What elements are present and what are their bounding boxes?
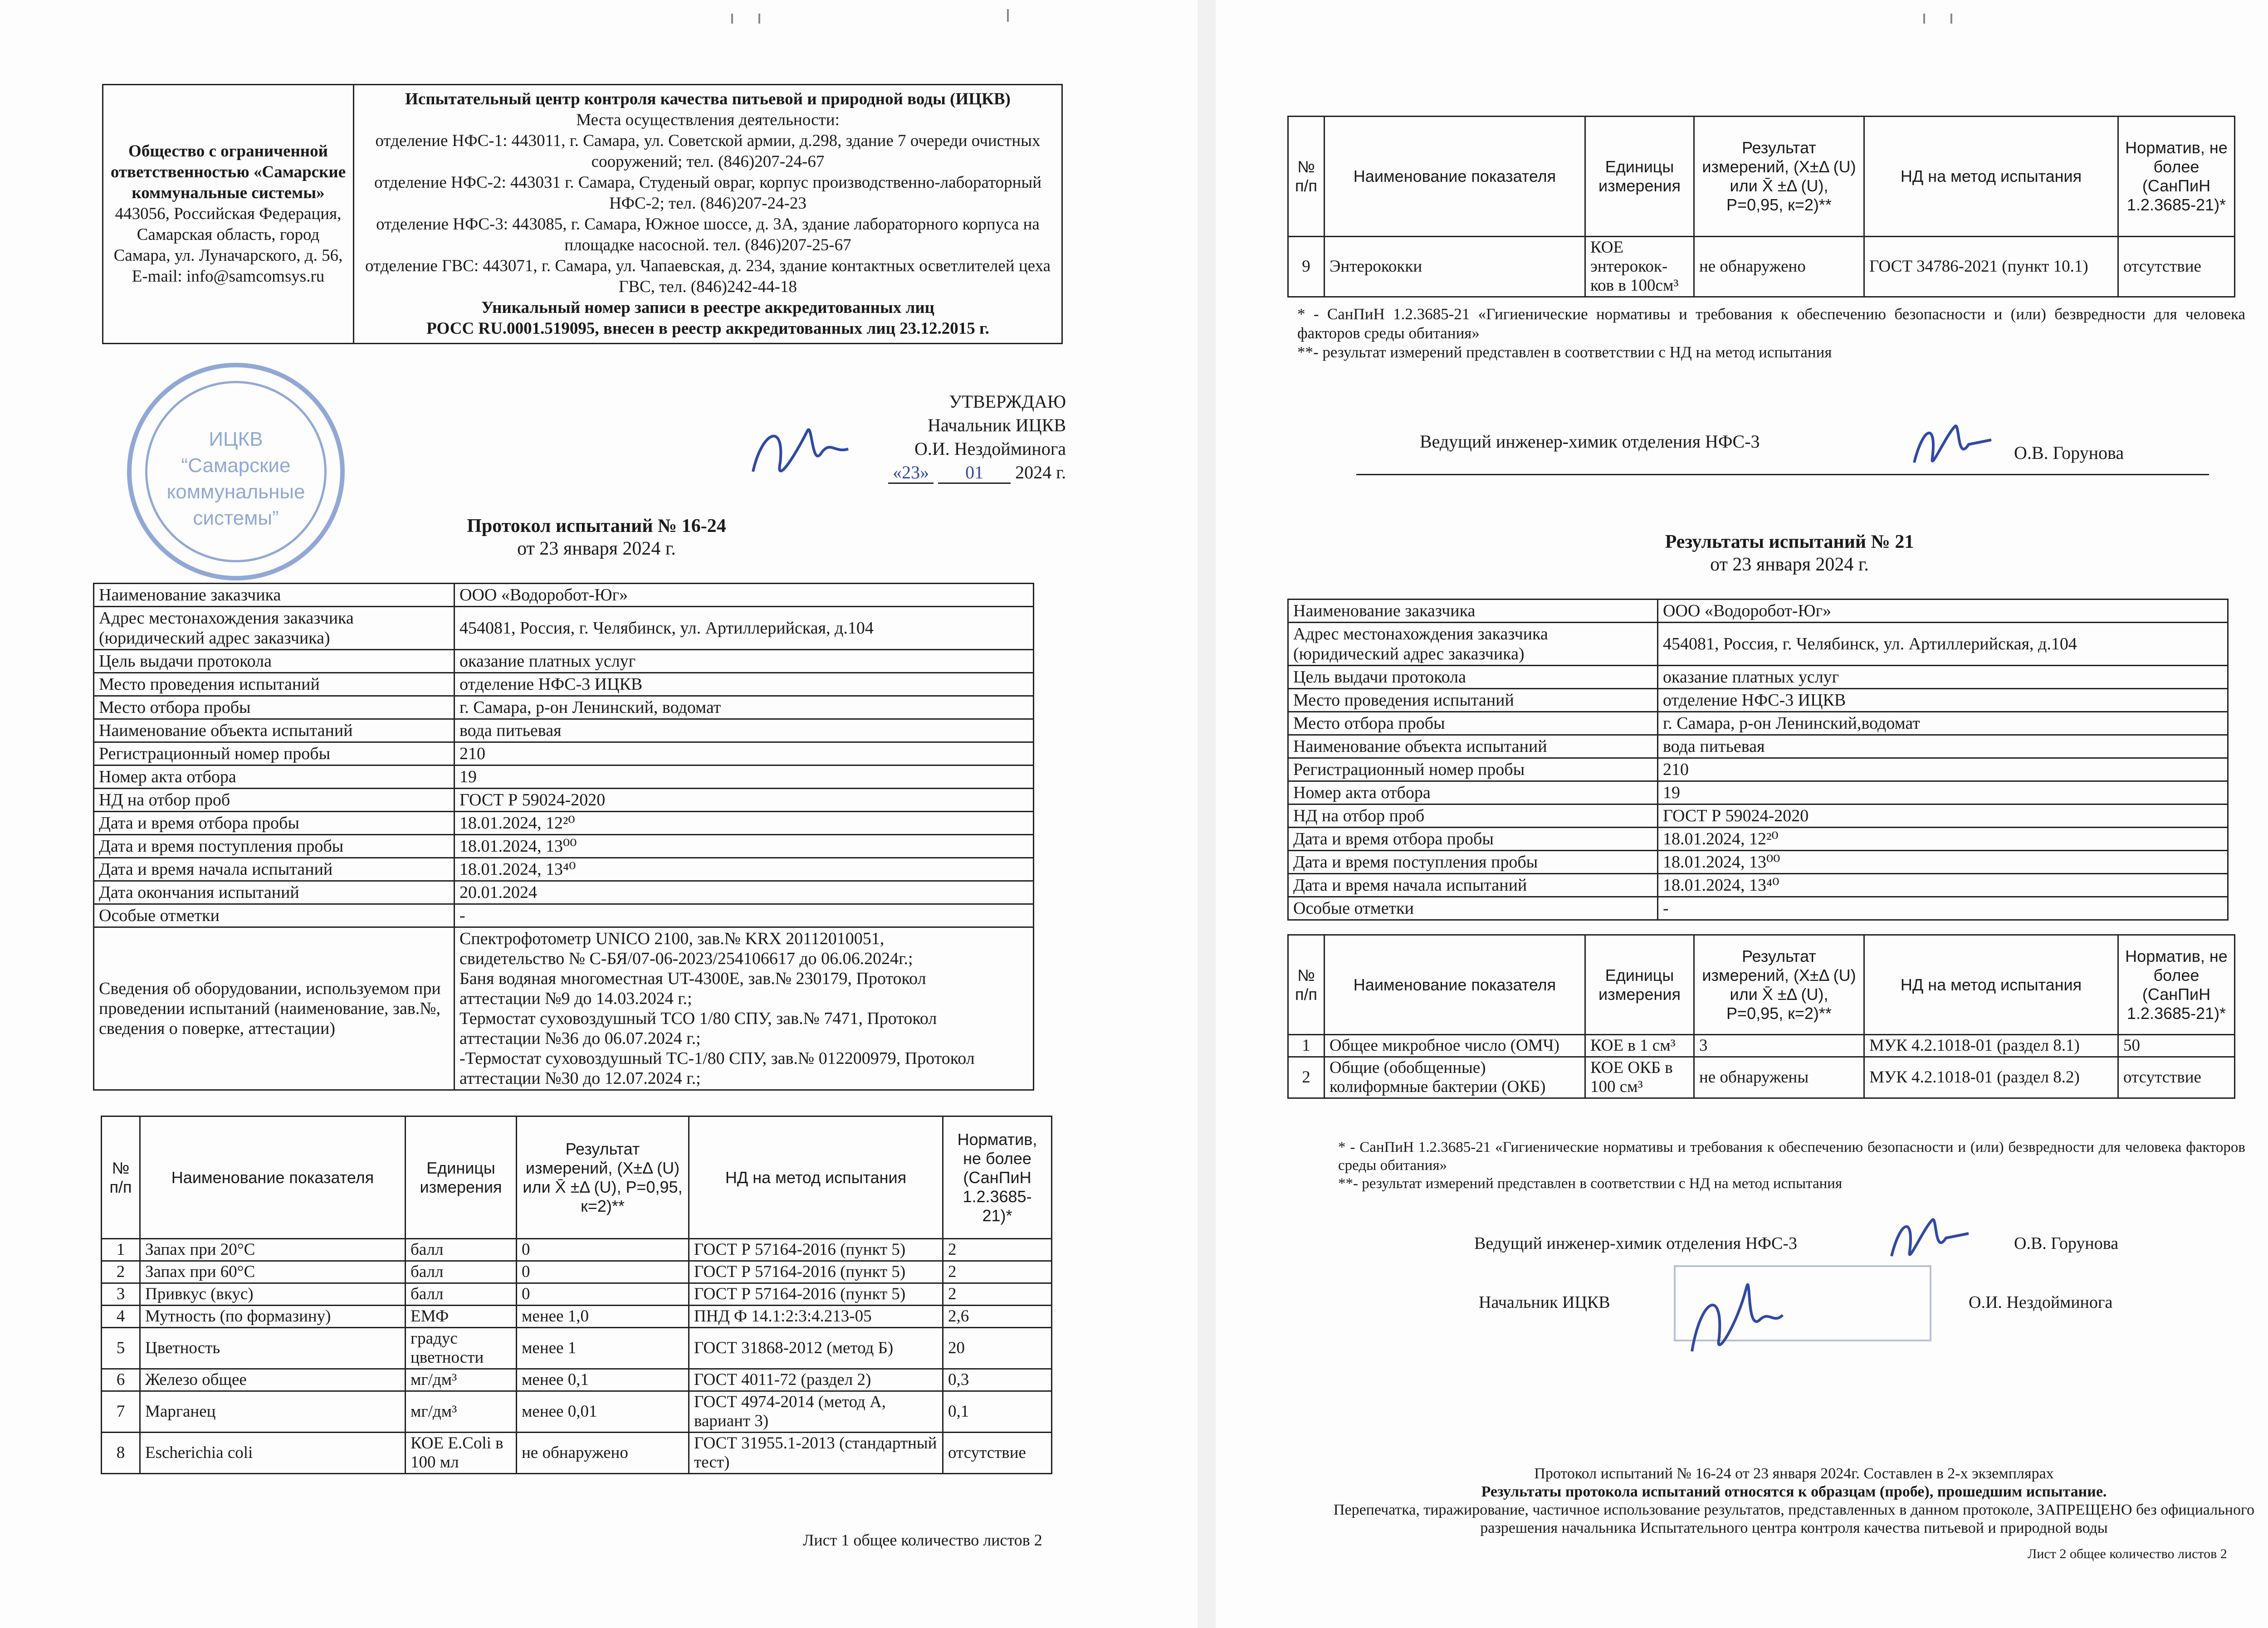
info-value: ГОСТ Р 59024-2020 bbox=[1658, 804, 2228, 828]
indicator-name: Привкус (вкус) bbox=[140, 1283, 406, 1306]
indicator-name: Цветность bbox=[140, 1328, 406, 1369]
info-row bbox=[1288, 666, 2228, 689]
notes-bottom bbox=[1338, 1138, 2245, 1193]
norm: отсутствие bbox=[2118, 237, 2235, 297]
equipment-line: свидетельство № С-БЯ/07-06-2023/254106617 до 06.06.2024г.; bbox=[459, 949, 913, 968]
info-row bbox=[1288, 735, 2228, 758]
row-num: 5 bbox=[102, 1328, 140, 1369]
info-row bbox=[94, 673, 1034, 696]
method: ГОСТ 31868-2012 (метод Б) bbox=[689, 1328, 943, 1369]
scan-mark bbox=[758, 14, 760, 24]
org-email: E-mail: info@samcomsys.ru bbox=[132, 267, 325, 286]
method: ГОСТ Р 57164-2016 (пункт 5) bbox=[689, 1261, 943, 1283]
row-num: 2 bbox=[102, 1261, 140, 1283]
method: ГОСТ 34786-2021 (пункт 10.1) bbox=[1864, 237, 2118, 297]
right-info-table bbox=[1287, 599, 2229, 921]
result-row bbox=[102, 1391, 1052, 1433]
engineer-name-top: О.В. Горунова bbox=[2014, 443, 2124, 463]
row-num: 7 bbox=[102, 1391, 140, 1433]
units: градус цветности bbox=[406, 1328, 517, 1369]
units: КОЕ E.Coli в 100 мл bbox=[406, 1433, 517, 1474]
approve-label: УТВЕРЖДАЮ bbox=[949, 391, 1066, 412]
info-value: 18.01.2024, 12²⁰ bbox=[1658, 828, 2228, 851]
doc-footer bbox=[1320, 1465, 2268, 1537]
result-row bbox=[102, 1328, 1052, 1369]
result-value: 0 bbox=[517, 1261, 689, 1283]
indicator-name: Общие (обобщенные) колиформные бактерии (ОКБ) bbox=[1325, 1057, 1585, 1098]
norm: отсутствие bbox=[2118, 1057, 2235, 1098]
info-label: Наименование объекта испытаний bbox=[94, 719, 455, 742]
row-num: 4 bbox=[102, 1306, 140, 1328]
info-row bbox=[1288, 804, 2228, 828]
info-row bbox=[94, 812, 1034, 835]
units: балл bbox=[406, 1261, 517, 1283]
info-value: оказание платных услуг bbox=[455, 650, 1034, 673]
norm: 2,6 bbox=[943, 1306, 1052, 1328]
info-label: Дата и время поступления пробы bbox=[94, 835, 455, 858]
info-row bbox=[94, 765, 1034, 789]
units: мг/дм³ bbox=[406, 1369, 517, 1391]
page-gutter bbox=[1198, 0, 1216, 1628]
info-label: Регистрационный номер пробы bbox=[94, 742, 455, 765]
method: ГОСТ 4974-2014 (метод А, вариант 3) bbox=[689, 1391, 943, 1433]
col-num: № п/п bbox=[102, 1116, 140, 1239]
places-title: Места осуществления деятельности: bbox=[576, 111, 840, 129]
info-label: Особые отметки bbox=[94, 904, 455, 927]
engineer-signature-bottom bbox=[1882, 1202, 1973, 1270]
info-value: ООО «Водоробот-Юг» bbox=[1658, 600, 2228, 623]
info-label: Особые отметки bbox=[1288, 897, 1658, 920]
info-value: 18.01.2024, 13⁴⁰ bbox=[1658, 874, 2228, 897]
engineer-signature-top bbox=[1905, 408, 1996, 476]
info-label: Цель выдачи протокола bbox=[1288, 666, 1658, 689]
row-num: 1 bbox=[1288, 1035, 1325, 1057]
info-row bbox=[1288, 897, 2228, 920]
norm: отсутствие bbox=[943, 1433, 1052, 1474]
equipment-line: Термостат суховоздушный ТСО 1/80 СПУ, зав.№ 7471, Протокол bbox=[459, 1009, 937, 1028]
note-sanpin: * - СанПиН 1.2.3685-21 «Гигиенические нормативы и требования к обеспечению безопасности и (или) безвредности для человека факторов среды обитания» bbox=[1297, 305, 2245, 342]
note-result: **- результат измерений представлен в соответствии с НД на метод испытания bbox=[1297, 343, 1832, 361]
method: ПНД Ф 14.1:2:3:4.213-05 bbox=[689, 1306, 943, 1328]
info-label: Наименование заказчика bbox=[1288, 600, 1658, 623]
col-units: Единицы измерения bbox=[406, 1116, 517, 1239]
info-value: 20.01.2024 bbox=[455, 881, 1034, 904]
units: мг/дм³ bbox=[406, 1391, 517, 1433]
info-row bbox=[1288, 689, 2228, 712]
scan-mark bbox=[731, 14, 733, 24]
row-num: 3 bbox=[102, 1283, 140, 1306]
units: КОЕ энтерокок-ков в 100см³ bbox=[1585, 237, 1694, 297]
result-row bbox=[102, 1261, 1052, 1283]
info-row bbox=[1288, 600, 2228, 623]
row-num: 2 bbox=[1288, 1057, 1325, 1098]
dept-3: отделение НФС-3: 443085, г. Самара, Южное шоссе, д. 3А, здание лабораторного корпуса на площадке насосной. тел. (846)207-25-67 bbox=[376, 215, 1040, 254]
norm: 0,3 bbox=[943, 1369, 1052, 1391]
info-value: 19 bbox=[455, 765, 1034, 789]
result-value: не обнаружено bbox=[1694, 237, 1864, 297]
info-row bbox=[94, 607, 1034, 650]
result-value: 0 bbox=[517, 1239, 689, 1261]
info-row bbox=[1288, 851, 2228, 874]
indicator-name: Энтерококки bbox=[1325, 237, 1585, 297]
equipment-row bbox=[94, 927, 1034, 1090]
approve-year: 2024 г. bbox=[1015, 462, 1066, 483]
info-value: г. Самара, р-он Ленинский,водомат bbox=[1658, 712, 2228, 735]
result-row bbox=[1288, 1035, 2235, 1057]
info-label: Адрес местонахождения заказчика (юридический адрес заказчика) bbox=[94, 607, 455, 650]
result-row bbox=[102, 1369, 1052, 1391]
result-row bbox=[102, 1283, 1052, 1306]
indicator-name: Запах при 20°С bbox=[140, 1239, 406, 1261]
left-info-table bbox=[93, 583, 1034, 1091]
equipment-line: аттестации №30 до 12.07.2024 г.; bbox=[459, 1069, 701, 1088]
result-value: не обнаружено bbox=[517, 1433, 689, 1474]
info-value: 19 bbox=[1658, 781, 2228, 804]
info-row bbox=[94, 789, 1034, 812]
info-value: 18.01.2024, 13⁰⁰ bbox=[455, 835, 1034, 858]
dept-4: отделение ГВС: 443071, г. Самара, ул. Чапаевская, д. 234, здание контактных осветлителей цеха ГВС, тел. (846)242-44-18 bbox=[365, 257, 1051, 296]
info-row bbox=[94, 584, 1034, 607]
org-address: 443056, Российская Федерация, Самарская область, город Самара, ул. Луначарского, д. 56, bbox=[113, 205, 343, 265]
center-title: Испытательный центр контроля качества питьевой и природной воды (ИЦКВ) bbox=[405, 90, 1011, 108]
approve-name: О.И. Нездойминога bbox=[914, 439, 1066, 459]
indicator-name: Запах при 60°С bbox=[140, 1261, 406, 1283]
approve-month: 01 bbox=[938, 462, 1011, 484]
sheet-footer-left: Лист 1 общее количество листов 2 bbox=[803, 1531, 1042, 1549]
signature-divider bbox=[1356, 474, 2209, 475]
info-label: Место отбора пробы bbox=[1288, 712, 1658, 735]
accreditation-line-1: Уникальный номер записи в реестре аккредитованных лиц bbox=[481, 298, 935, 317]
equipment-value bbox=[455, 927, 1034, 1090]
scan-mark bbox=[1923, 14, 1925, 24]
results-title: Результаты испытаний № 21 bbox=[1665, 531, 1914, 552]
info-label: Номер акта отбора bbox=[94, 765, 455, 789]
indicator-name: Мутность (по формазину) bbox=[140, 1306, 406, 1328]
info-label: Наименование заказчика bbox=[94, 584, 455, 607]
info-value: ГОСТ Р 59024-2020 bbox=[455, 789, 1034, 812]
norm: 50 bbox=[2118, 1035, 2235, 1057]
col-num: № п/п bbox=[1288, 935, 1325, 1035]
info-row bbox=[1288, 781, 2228, 804]
info-row bbox=[94, 835, 1034, 858]
method: ГОСТ Р 57164-2016 (пункт 5) bbox=[689, 1239, 943, 1261]
info-row bbox=[1288, 874, 2228, 897]
info-value: вода питьевая bbox=[1658, 735, 2228, 758]
info-label: НД на отбор проб bbox=[94, 789, 455, 812]
row-num: 1 bbox=[102, 1239, 140, 1261]
org-header-table bbox=[102, 84, 1063, 344]
col-norm: Норматив, не более (СанПиН 1.2.3685-21)* bbox=[2118, 117, 2235, 237]
col-norm: Норматив, не более (СанПиН 1.2.3685-21)* bbox=[2118, 935, 2235, 1035]
col-name: Наименование показателя bbox=[1325, 117, 1585, 237]
info-label: Номер акта отбора bbox=[1288, 781, 1658, 804]
col-method: НД на метод испытания bbox=[689, 1116, 943, 1239]
info-row bbox=[1288, 712, 2228, 735]
info-label: Место проведения испытаний bbox=[94, 673, 455, 696]
left-results-table bbox=[101, 1116, 1052, 1474]
info-value: 210 bbox=[455, 742, 1034, 765]
scan-mark bbox=[1950, 14, 1952, 24]
info-value: отделение НФС-3 ИЦКВ bbox=[455, 673, 1034, 696]
protocol-title-block bbox=[272, 515, 921, 560]
results-date: от 23 января 2024 г. bbox=[1710, 554, 1869, 575]
col-num: № п/п bbox=[1288, 117, 1325, 237]
method: ГОСТ Р 57164-2016 (пункт 5) bbox=[689, 1283, 943, 1306]
row-num: 9 bbox=[1288, 237, 1325, 297]
info-row bbox=[94, 650, 1034, 673]
indicator-name: Марганец bbox=[140, 1391, 406, 1433]
right-continuation-table bbox=[1287, 116, 2235, 297]
units: балл bbox=[406, 1239, 517, 1261]
info-row bbox=[1288, 623, 2228, 666]
info-label: Адрес местонахождения заказчика (юридический адрес заказчика) bbox=[1288, 623, 1658, 666]
info-row bbox=[94, 719, 1034, 742]
head-name: О.И. Нездойминога bbox=[1969, 1293, 2113, 1312]
info-row bbox=[94, 904, 1034, 927]
engineer-role-top: Ведущий инженер-химик отделения НФС-3 bbox=[1420, 431, 1760, 452]
info-value: отделение НФС-3 ИЦКВ bbox=[1658, 689, 2228, 712]
indicator-name: Железо общее bbox=[140, 1369, 406, 1391]
note-sanpin-2: * - СанПиН 1.2.3685-21 «Гигиенические нормативы и требования к обеспечению безопасности и (или) безвредности для человека факторов среды обитания» bbox=[1338, 1139, 2245, 1174]
method: ГОСТ 31955.1-2013 (стандартный тест) bbox=[689, 1433, 943, 1474]
info-label: Место проведения испытаний bbox=[1288, 689, 1658, 712]
info-label: Дата окончания испытаний bbox=[94, 881, 455, 904]
units: ЕМФ bbox=[406, 1306, 517, 1328]
dept-2: отделение НФС-2: 443031 г. Самара, Студеный овраг, корпус производственно-лабораторный НФС-2; тел. (846)207-24-23 bbox=[374, 173, 1042, 213]
norm: 20 bbox=[943, 1328, 1052, 1369]
left-results-header bbox=[102, 1116, 1052, 1239]
col-result: Результат измерений, (X±Δ (U) или X̄ ±Δ (U), P=0,95, к=2)** bbox=[1694, 935, 1864, 1035]
info-value: ООО «Водоробот-Юг» bbox=[455, 584, 1034, 607]
col-name: Наименование показателя bbox=[140, 1116, 406, 1239]
approve-signature bbox=[744, 404, 871, 494]
info-value: вода питьевая bbox=[455, 719, 1034, 742]
info-row bbox=[1288, 758, 2228, 781]
info-row bbox=[94, 696, 1034, 719]
head-signature bbox=[1678, 1261, 1787, 1365]
notes-top bbox=[1297, 305, 2245, 362]
approve-day: «23» bbox=[888, 462, 934, 484]
note-result-2: **- результат измерений представлен в соответствии с НД на метод испытания bbox=[1338, 1175, 1843, 1192]
info-row bbox=[1288, 828, 2228, 851]
info-label: Наименование объекта испытаний bbox=[1288, 735, 1658, 758]
norm: 2 bbox=[943, 1261, 1052, 1283]
dept-1: отделение НФС-1: 443011, г. Самара, ул. Советской армии, д.298, здание 7 очереди очистных сооружений; тел. (846)207-24-67 bbox=[375, 132, 1041, 171]
footer-line-3: Перепечатка, тиражирование, частичное использование результатов, представленных в данном протоколе, ЗАПРЕЩЕНО без официального разрешения начальника Испытательного центра контроля качества питьевой и природной воды bbox=[1333, 1501, 2255, 1536]
org-cell bbox=[103, 85, 354, 344]
result-value: менее 0,1 bbox=[517, 1369, 689, 1391]
result-value: 0 bbox=[517, 1283, 689, 1306]
units: КОЕ в 1 см³ bbox=[1585, 1035, 1694, 1057]
info-value: 210 bbox=[1658, 758, 2228, 781]
info-label: НД на отбор проб bbox=[1288, 804, 1658, 828]
center-cell bbox=[354, 85, 1062, 344]
equipment-line: Баня водяная многоместная UT-4300E, зав.№ 230179, Протокол bbox=[459, 969, 926, 988]
info-row bbox=[94, 881, 1034, 904]
right-top-header bbox=[1288, 117, 2235, 237]
result-value: 3 bbox=[1694, 1035, 1864, 1057]
info-label: Дата и время отбора пробы bbox=[94, 812, 455, 835]
protocol-title: Протокол испытаний № 16-24 bbox=[467, 516, 726, 536]
equipment-line: -Термостат суховоздушный ТС-1/80 СПУ, зав.№ 012200979, Протокол bbox=[459, 1049, 975, 1068]
col-result: Результат измерений, (X±Δ (U) или X̄ ±Δ (U), P=0,95, к=2)** bbox=[1694, 117, 1864, 237]
result-row bbox=[1288, 1057, 2235, 1098]
info-label: Дата и время начала испытаний bbox=[1288, 874, 1658, 897]
equipment-line: аттестации №9 до 14.03.2024 г.; bbox=[459, 989, 692, 1008]
norm: 2 bbox=[943, 1239, 1052, 1261]
norm: 2 bbox=[943, 1283, 1052, 1306]
result-row bbox=[1288, 237, 2235, 297]
right-micro-header bbox=[1288, 935, 2235, 1035]
info-value: 454081, Россия, г. Челябинск, ул. Артиллерийская, д.104 bbox=[455, 607, 1034, 650]
engineer-role-bottom: Ведущий инженер-химик отделения НФС-3 bbox=[1474, 1234, 1798, 1253]
info-label: Регистрационный номер пробы bbox=[1288, 758, 1658, 781]
units: КОЕ ОКБ в 100 см³ bbox=[1585, 1057, 1694, 1098]
info-value: 18.01.2024, 13⁰⁰ bbox=[1658, 851, 2228, 874]
info-value: - bbox=[1658, 897, 2228, 920]
indicator-name: Общее микробное число (ОМЧ) bbox=[1325, 1035, 1585, 1057]
equipment-line: аттестации №36 до 06.07.2024 г.; bbox=[459, 1029, 701, 1048]
stamp-text: ИЦКВ “Самарские коммунальные системы” bbox=[166, 428, 305, 529]
approve-role: Начальник ИЦКВ bbox=[928, 415, 1066, 435]
info-row bbox=[94, 742, 1034, 765]
indicator-name: Escherichia coli bbox=[140, 1433, 406, 1474]
info-value: 18.01.2024, 12²⁰ bbox=[455, 812, 1034, 835]
units: балл bbox=[406, 1283, 517, 1306]
protocol-date: от 23 января 2024 г. bbox=[517, 538, 676, 559]
col-units: Единицы измерения bbox=[1585, 935, 1694, 1035]
result-value: менее 0,01 bbox=[517, 1391, 689, 1433]
sheet-footer-right: Лист 2 общее количество листов 2 bbox=[2028, 1546, 2227, 1561]
col-norm: Норматив, не более (СанПиН 1.2.3685-21)* bbox=[943, 1116, 1052, 1239]
method: ГОСТ 4011-72 (раздел 2) bbox=[689, 1369, 943, 1391]
result-value: менее 1,0 bbox=[517, 1306, 689, 1328]
footer-line-2: Результаты протокола испытаний относятся к образцам (пробе), прошедшим испытание. bbox=[1481, 1483, 2107, 1500]
info-label: Дата и время поступления пробы bbox=[1288, 851, 1658, 874]
result-row bbox=[102, 1433, 1052, 1474]
row-num: 8 bbox=[102, 1433, 140, 1474]
info-row bbox=[94, 858, 1034, 881]
row-num: 6 bbox=[102, 1369, 140, 1391]
col-units: Единицы измерения bbox=[1585, 117, 1694, 237]
info-label: Дата и время отбора пробы bbox=[1288, 828, 1658, 851]
org-title: Общество с ограниченной ответственностью «Самарские коммунальные системы» bbox=[110, 142, 346, 202]
head-role: Начальник ИЦКВ bbox=[1479, 1293, 1610, 1312]
engineer-name-bottom: О.В. Горунова bbox=[2014, 1234, 2119, 1253]
results-title-block bbox=[1510, 531, 2068, 576]
method: МУК 4.2.1018-01 (раздел 8.1) bbox=[1864, 1035, 2118, 1057]
footer-line-1: Протокол испытаний № 16-24 от 23 января 2024г. Составлен в 2-х экземплярах bbox=[1534, 1465, 2054, 1482]
info-label: Дата и время начала испытаний bbox=[94, 858, 455, 881]
result-value: менее 1 bbox=[517, 1328, 689, 1369]
col-method: НД на метод испытания bbox=[1864, 935, 2118, 1035]
info-value: - bbox=[455, 904, 1034, 927]
info-value: 18.01.2024, 13⁴⁰ bbox=[455, 858, 1034, 881]
norm: 0,1 bbox=[943, 1391, 1052, 1433]
equipment-line: Спектрофотометр UNICO 2100, зав.№ KRX 20112010051, bbox=[459, 929, 885, 948]
scan-mark bbox=[1007, 9, 1009, 22]
info-label: Цель выдачи протокола bbox=[94, 650, 455, 673]
result-row bbox=[102, 1239, 1052, 1261]
col-name: Наименование показателя bbox=[1325, 935, 1585, 1035]
accreditation-line-2: РОСС RU.0001.519095, внесен в реестр аккредитованных лиц 23.12.2015 г. bbox=[426, 319, 989, 338]
info-value: 454081, Россия, г. Челябинск, ул. Артиллерийская, д.104 bbox=[1658, 623, 2228, 666]
result-row bbox=[102, 1306, 1052, 1328]
result-value: не обнаружены bbox=[1694, 1057, 1864, 1098]
col-method: НД на метод испытания bbox=[1864, 117, 2118, 237]
equipment-label: Сведения об оборудовании, используемом при проведении испытаний (наименование, зав.№, сведения о поверке, аттестации) bbox=[94, 927, 455, 1090]
info-value: г. Самара, р-он Ленинский, водомат bbox=[455, 696, 1034, 719]
method: МУК 4.2.1018-01 (раздел 8.2) bbox=[1864, 1057, 2118, 1098]
info-label: Место отбора пробы bbox=[94, 696, 455, 719]
right-micro-table bbox=[1287, 934, 2235, 1099]
col-result: Результат измерений, (X±Δ (U) или X̄ ±Δ (U), P=0,95, к=2)** bbox=[517, 1116, 689, 1239]
info-value: оказание платных услуг bbox=[1658, 666, 2228, 689]
